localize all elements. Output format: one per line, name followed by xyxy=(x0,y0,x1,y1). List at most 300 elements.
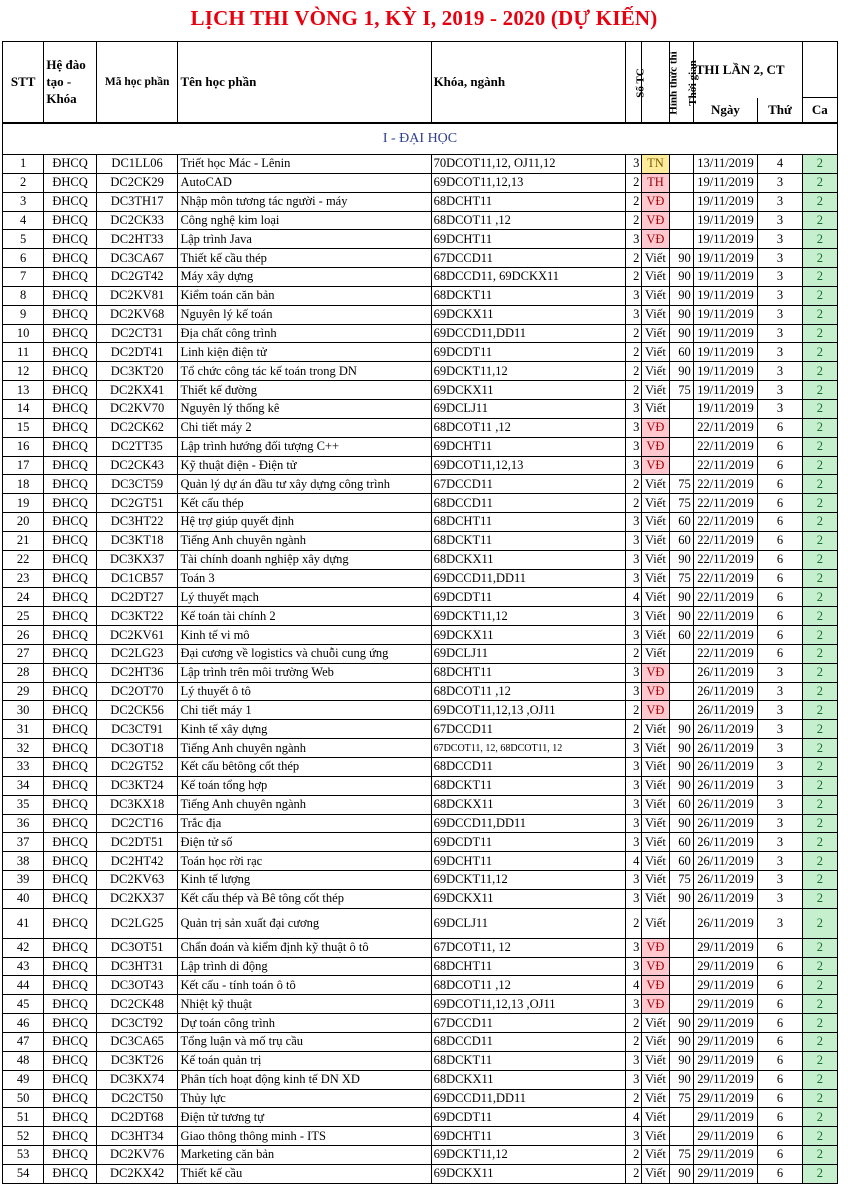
cell-stt: 20 xyxy=(3,513,44,532)
cell-ngay: 19/11/2019 xyxy=(693,324,758,343)
header-stt: STT xyxy=(3,42,44,123)
cell-khoa: 69DCKT11,12 xyxy=(431,871,626,890)
cell-hinhthuc: Viết xyxy=(642,343,669,362)
cell-ten: AutoCAD xyxy=(178,173,431,192)
cell-stt: 28 xyxy=(3,663,44,682)
cell-thu: 6 xyxy=(758,588,802,607)
cell-tc: 3 xyxy=(626,682,642,701)
cell-ten: Chi tiết máy 1 xyxy=(178,701,431,720)
cell-ca: 2 xyxy=(802,1146,837,1165)
cell-ma: DC2KV61 xyxy=(96,626,178,645)
cell-tg: 90 xyxy=(669,268,693,287)
cell-ngay: 22/11/2019 xyxy=(693,550,758,569)
cell-ca: 2 xyxy=(802,513,837,532)
cell-ca: 2 xyxy=(802,230,837,249)
cell-he: ĐHCQ xyxy=(44,852,96,871)
cell-ngay: 19/11/2019 xyxy=(693,305,758,324)
cell-thu: 6 xyxy=(758,531,802,550)
cell-ngay: 22/11/2019 xyxy=(693,607,758,626)
cell-ten: Nhiệt kỹ thuật xyxy=(178,995,431,1014)
cell-khoa: 69DCLJ11 xyxy=(431,399,626,418)
cell-ma: DC2CK62 xyxy=(96,418,178,437)
cell-ten: Nguyên lý thống kê xyxy=(178,399,431,418)
cell-ma: DC3KT24 xyxy=(96,776,178,795)
cell-ngay: 29/11/2019 xyxy=(693,1127,758,1146)
table-row xyxy=(3,833,838,852)
cell-ten: Lập trình Java xyxy=(178,230,431,249)
cell-ma: DC3CT92 xyxy=(96,1014,178,1033)
table-row xyxy=(3,418,838,437)
cell-tc: 3 xyxy=(626,626,642,645)
cell-ca: 2 xyxy=(802,1164,837,1183)
cell-hinhthuc: Viết xyxy=(642,1051,669,1070)
cell-tc: 3 xyxy=(626,418,642,437)
cell-he: ĐHCQ xyxy=(44,1089,96,1108)
header-ten-hoc-phan: Tên học phần xyxy=(178,42,431,123)
cell-ten: Lập trình hướng đối tượng C++ xyxy=(178,437,431,456)
cell-hinhthuc: Viết xyxy=(642,531,669,550)
cell-khoa: 69DCKX11 xyxy=(431,889,626,908)
cell-thu: 3 xyxy=(758,814,802,833)
cell-ten: Toán 3 xyxy=(178,569,431,588)
table-row xyxy=(3,814,838,833)
cell-ca: 2 xyxy=(802,362,837,381)
cell-tg xyxy=(669,192,693,211)
cell-hinhthuc: Viết xyxy=(642,1164,669,1183)
cell-tg: 90 xyxy=(669,607,693,626)
cell-khoa: 68DCKT11 xyxy=(431,1051,626,1070)
cell-he: ĐHCQ xyxy=(44,456,96,475)
cell-ma: DC2CK48 xyxy=(96,995,178,1014)
cell-stt: 50 xyxy=(3,1089,44,1108)
cell-tc: 2 xyxy=(626,362,642,381)
cell-ma: DC2KV63 xyxy=(96,871,178,890)
cell-tg xyxy=(669,957,693,976)
cell-stt: 35 xyxy=(3,795,44,814)
cell-thu: 3 xyxy=(758,908,802,938)
cell-thu: 3 xyxy=(758,852,802,871)
cell-he: ĐHCQ xyxy=(44,155,96,174)
cell-ma: DC2CT31 xyxy=(96,324,178,343)
cell-stt: 49 xyxy=(3,1070,44,1089)
cell-stt: 45 xyxy=(3,995,44,1014)
cell-tc: 3 xyxy=(626,399,642,418)
cell-ma: DC2GT51 xyxy=(96,494,178,513)
cell-ma: DC2DT27 xyxy=(96,588,178,607)
cell-ma: DC2KV81 xyxy=(96,286,178,305)
cell-tg: 90 xyxy=(669,1014,693,1033)
header-he-dao-tao: Hệ đào tạo - Khóa xyxy=(44,42,96,123)
cell-stt: 34 xyxy=(3,776,44,795)
cell-stt: 25 xyxy=(3,607,44,626)
cell-he: ĐHCQ xyxy=(44,739,96,758)
cell-khoa: 69DCKX11 xyxy=(431,626,626,645)
table-row xyxy=(3,324,838,343)
cell-ten: Kinh tế vi mô xyxy=(178,626,431,645)
cell-tc: 3 xyxy=(626,833,642,852)
cell-ngay: 22/11/2019 xyxy=(693,475,758,494)
cell-hinhthuc: Viết xyxy=(642,588,669,607)
cell-ngay: 19/11/2019 xyxy=(693,268,758,287)
cell-he: ĐHCQ xyxy=(44,475,96,494)
cell-ngay: 29/11/2019 xyxy=(693,976,758,995)
table-row xyxy=(3,626,838,645)
cell-khoa: 69DCKT11,12 xyxy=(431,1146,626,1165)
cell-hinhthuc: Viết xyxy=(642,795,669,814)
cell-thu: 3 xyxy=(758,343,802,362)
cell-ngay: 22/11/2019 xyxy=(693,456,758,475)
table-row xyxy=(3,1032,838,1051)
cell-thu: 6 xyxy=(758,513,802,532)
cell-hinhthuc: Viết xyxy=(642,494,669,513)
cell-khoa: 69DCDT11 xyxy=(431,1108,626,1127)
cell-hinhthuc: VĐ xyxy=(642,211,669,230)
cell-khoa: 68DCOT11 ,12 xyxy=(431,682,626,701)
cell-ca: 2 xyxy=(802,607,837,626)
cell-stt: 40 xyxy=(3,889,44,908)
cell-tg: 90 xyxy=(669,249,693,268)
cell-tc: 3 xyxy=(626,569,642,588)
cell-ca: 2 xyxy=(802,739,837,758)
cell-tg: 90 xyxy=(669,776,693,795)
cell-hinhthuc: Viết xyxy=(642,833,669,852)
cell-ca: 2 xyxy=(802,381,837,400)
cell-he: ĐHCQ xyxy=(44,1051,96,1070)
cell-tc: 3 xyxy=(626,814,642,833)
cell-ten: Lập trình trên môi trường Web xyxy=(178,663,431,682)
cell-ma: DC1CB57 xyxy=(96,569,178,588)
cell-ten: Kết cấu bêtông cốt thép xyxy=(178,758,431,777)
cell-ngay: 22/11/2019 xyxy=(693,531,758,550)
cell-thu: 3 xyxy=(758,230,802,249)
cell-ten: Kết cấu thép xyxy=(178,494,431,513)
cell-tc: 3 xyxy=(626,871,642,890)
cell-he: ĐHCQ xyxy=(44,1146,96,1165)
cell-tg xyxy=(669,644,693,663)
cell-khoa: 69DCHT11 xyxy=(431,852,626,871)
cell-thu: 3 xyxy=(758,249,802,268)
table-row xyxy=(3,249,838,268)
cell-hinhthuc: VĐ xyxy=(642,682,669,701)
cell-stt: 7 xyxy=(3,268,44,287)
cell-tg xyxy=(669,418,693,437)
cell-hinhthuc: Viết xyxy=(642,871,669,890)
cell-ma: DC2OT70 xyxy=(96,682,178,701)
cell-khoa: 69DCKX11 xyxy=(431,381,626,400)
cell-he: ĐHCQ xyxy=(44,908,96,938)
cell-ca: 2 xyxy=(802,720,837,739)
cell-ma: DC2LG25 xyxy=(96,908,178,938)
cell-ten: Kiểm toán căn bản xyxy=(178,286,431,305)
cell-hinhthuc: Viết xyxy=(642,362,669,381)
cell-stt: 39 xyxy=(3,871,44,890)
cell-ngay: 26/11/2019 xyxy=(693,833,758,852)
cell-hinhthuc: Viết xyxy=(642,758,669,777)
exam-schedule-table xyxy=(2,41,838,1184)
cell-stt: 1 xyxy=(3,155,44,174)
cell-he: ĐHCQ xyxy=(44,644,96,663)
table-row xyxy=(3,663,838,682)
cell-ma: DC3HT22 xyxy=(96,513,178,532)
cell-hinhthuc: TN xyxy=(642,155,669,174)
cell-stt: 23 xyxy=(3,569,44,588)
cell-ngay: 26/11/2019 xyxy=(693,682,758,701)
cell-tg: 90 xyxy=(669,550,693,569)
cell-ca: 2 xyxy=(802,305,837,324)
cell-ten: Kế toán tổng hợp xyxy=(178,776,431,795)
table-row xyxy=(3,362,838,381)
cell-ngay: 26/11/2019 xyxy=(693,852,758,871)
cell-ca: 2 xyxy=(802,995,837,1014)
cell-ca: 2 xyxy=(802,456,837,475)
cell-tc: 2 xyxy=(626,381,642,400)
cell-ma: DC2KX42 xyxy=(96,1164,178,1183)
cell-tg xyxy=(669,211,693,230)
cell-he: ĐHCQ xyxy=(44,1032,96,1051)
header-ngay: Ngày xyxy=(693,98,758,123)
table-row xyxy=(3,976,838,995)
table-row xyxy=(3,305,838,324)
cell-ma: DC3CT59 xyxy=(96,475,178,494)
cell-hinhthuc: Viết xyxy=(642,1108,669,1127)
cell-ten: Thiết kế đường xyxy=(178,381,431,400)
cell-tc: 3 xyxy=(626,550,642,569)
cell-khoa: 68DCCD11 xyxy=(431,1032,626,1051)
cell-thu: 6 xyxy=(758,1108,802,1127)
cell-tc: 2 xyxy=(626,324,642,343)
table-row xyxy=(3,268,838,287)
table-row xyxy=(3,795,838,814)
cell-tc: 2 xyxy=(626,249,642,268)
cell-ten: Tổ chức công tác kế toán trong DN xyxy=(178,362,431,381)
cell-hinhthuc: VĐ xyxy=(642,230,669,249)
cell-hinhthuc: VĐ xyxy=(642,192,669,211)
cell-ten: Nhập môn tương tác người - máy xyxy=(178,192,431,211)
cell-ngay: 26/11/2019 xyxy=(693,908,758,938)
cell-ca: 2 xyxy=(802,1014,837,1033)
cell-he: ĐHCQ xyxy=(44,286,96,305)
cell-thu: 6 xyxy=(758,569,802,588)
cell-tc: 3 xyxy=(626,663,642,682)
cell-stt: 44 xyxy=(3,976,44,995)
cell-thu: 6 xyxy=(758,1051,802,1070)
cell-hinhthuc: Viết xyxy=(642,852,669,871)
cell-ca: 2 xyxy=(802,268,837,287)
cell-ca: 2 xyxy=(802,908,837,938)
table-row xyxy=(3,739,838,758)
cell-ca: 2 xyxy=(802,701,837,720)
cell-thu: 6 xyxy=(758,1127,802,1146)
cell-he: ĐHCQ xyxy=(44,758,96,777)
table-row xyxy=(3,644,838,663)
cell-ma: DC2DT51 xyxy=(96,833,178,852)
table-row xyxy=(3,1070,838,1089)
cell-ten: Tổng luận và mố trụ cầu xyxy=(178,1032,431,1051)
cell-ca: 2 xyxy=(802,1089,837,1108)
cell-he: ĐHCQ xyxy=(44,1014,96,1033)
cell-stt: 31 xyxy=(3,720,44,739)
cell-tg: 90 xyxy=(669,324,693,343)
cell-he: ĐHCQ xyxy=(44,833,96,852)
cell-ngay: 19/11/2019 xyxy=(693,381,758,400)
cell-he: ĐHCQ xyxy=(44,494,96,513)
cell-hinhthuc: Viết xyxy=(642,1070,669,1089)
cell-ngay: 19/11/2019 xyxy=(693,249,758,268)
cell-hinhthuc: Viết xyxy=(642,776,669,795)
cell-stt: 54 xyxy=(3,1164,44,1183)
cell-ten: Phân tích hoạt động kinh tế DN XD xyxy=(178,1070,431,1089)
cell-thu: 3 xyxy=(758,758,802,777)
cell-tc: 2 xyxy=(626,268,642,287)
table-row xyxy=(3,192,838,211)
cell-hinhthuc: VĐ xyxy=(642,938,669,957)
cell-ca: 2 xyxy=(802,889,837,908)
cell-ma: DC3KX18 xyxy=(96,795,178,814)
cell-ma: DC3KX37 xyxy=(96,550,178,569)
cell-tg: 75 xyxy=(669,569,693,588)
cell-ca: 2 xyxy=(802,795,837,814)
cell-stt: 41 xyxy=(3,908,44,938)
cell-tg: 90 xyxy=(669,362,693,381)
cell-ma: DC2KV68 xyxy=(96,305,178,324)
cell-khoa: 68DCHT11 xyxy=(431,192,626,211)
cell-ca: 2 xyxy=(802,1032,837,1051)
cell-ngay: 26/11/2019 xyxy=(693,739,758,758)
cell-khoa: 69DCHT11 xyxy=(431,1127,626,1146)
cell-tg xyxy=(669,1108,693,1127)
cell-tg: 75 xyxy=(669,494,693,513)
cell-ngay: 19/11/2019 xyxy=(693,211,758,230)
cell-he: ĐHCQ xyxy=(44,268,96,287)
cell-hinhthuc: Viết xyxy=(642,644,669,663)
cell-khoa: 69DCOT11,12,13 ,OJ11 xyxy=(431,701,626,720)
cell-stt: 11 xyxy=(3,343,44,362)
cell-tc: 2 xyxy=(626,1032,642,1051)
cell-tg xyxy=(669,155,693,174)
cell-thu: 3 xyxy=(758,305,802,324)
cell-ca: 2 xyxy=(802,399,837,418)
cell-tg: 75 xyxy=(669,871,693,890)
table-row xyxy=(3,1051,838,1070)
cell-tc: 4 xyxy=(626,1108,642,1127)
cell-ma: DC3KT22 xyxy=(96,607,178,626)
cell-hinhthuc: Viết xyxy=(642,550,669,569)
cell-stt: 33 xyxy=(3,758,44,777)
cell-ten: Máy xây dựng xyxy=(178,268,431,287)
cell-thu: 3 xyxy=(758,833,802,852)
page-title: LỊCH THI VÒNG 1, KỲ I, 2019 - 2020 (DỰ KIẾN) xyxy=(190,6,658,30)
cell-ma: DC2KX37 xyxy=(96,889,178,908)
cell-tc: 3 xyxy=(626,995,642,1014)
cell-ngay: 29/11/2019 xyxy=(693,1164,758,1183)
cell-tc: 4 xyxy=(626,588,642,607)
cell-ca: 2 xyxy=(802,192,837,211)
cell-hinhthuc: Viết xyxy=(642,607,669,626)
cell-ma: DC2TT35 xyxy=(96,437,178,456)
cell-stt: 17 xyxy=(3,456,44,475)
cell-thu: 3 xyxy=(758,399,802,418)
cell-he: ĐHCQ xyxy=(44,230,96,249)
cell-stt: 46 xyxy=(3,1014,44,1033)
table-row xyxy=(3,758,838,777)
cell-stt: 51 xyxy=(3,1108,44,1127)
cell-khoa: 69DCHT11 xyxy=(431,230,626,249)
cell-tc: 2 xyxy=(626,1164,642,1183)
cell-tc: 3 xyxy=(626,1127,642,1146)
cell-thu: 3 xyxy=(758,871,802,890)
cell-tc: 3 xyxy=(626,1070,642,1089)
table-row xyxy=(3,908,838,938)
cell-ma: DC3KT20 xyxy=(96,362,178,381)
cell-stt: 18 xyxy=(3,475,44,494)
cell-thu: 3 xyxy=(758,776,802,795)
cell-tg: 60 xyxy=(669,513,693,532)
cell-tg: 90 xyxy=(669,1070,693,1089)
cell-tg xyxy=(669,976,693,995)
cell-ma: DC3OT51 xyxy=(96,938,178,957)
table-row xyxy=(3,1127,838,1146)
cell-stt: 21 xyxy=(3,531,44,550)
cell-stt: 3 xyxy=(3,192,44,211)
cell-tg xyxy=(669,995,693,1014)
cell-ten: Kế toán quản trị xyxy=(178,1051,431,1070)
cell-tc: 2 xyxy=(626,1014,642,1033)
cell-tg xyxy=(669,173,693,192)
cell-ngay: 19/11/2019 xyxy=(693,343,758,362)
cell-ten: Kết cấu - tính toán ô tô xyxy=(178,976,431,995)
cell-stt: 36 xyxy=(3,814,44,833)
cell-tg: 60 xyxy=(669,531,693,550)
cell-tg: 90 xyxy=(669,814,693,833)
table-row xyxy=(3,399,838,418)
cell-hinhthuc: Viết xyxy=(642,268,669,287)
table-row xyxy=(3,957,838,976)
table-row xyxy=(3,550,838,569)
cell-thu: 3 xyxy=(758,173,802,192)
cell-stt: 38 xyxy=(3,852,44,871)
cell-khoa: 67DCOT11, 12 xyxy=(431,938,626,957)
cell-tg xyxy=(669,663,693,682)
cell-tc: 2 xyxy=(626,173,642,192)
cell-ca: 2 xyxy=(802,494,837,513)
cell-tc: 4 xyxy=(626,852,642,871)
cell-ten: Kế toán tài chính 2 xyxy=(178,607,431,626)
cell-ten: Linh kiện điện tử xyxy=(178,343,431,362)
cell-ten: Giao thông thông minh - ITS xyxy=(178,1127,431,1146)
cell-tg: 75 xyxy=(669,1146,693,1165)
cell-thu: 3 xyxy=(758,701,802,720)
table-row xyxy=(3,995,838,1014)
cell-tg xyxy=(669,938,693,957)
cell-ten: Hệ trợ giúp quyết định xyxy=(178,513,431,532)
cell-ten: Trắc địa xyxy=(178,814,431,833)
cell-tg: 90 xyxy=(669,1164,693,1183)
cell-ma: DC2CK33 xyxy=(96,211,178,230)
cell-thu: 6 xyxy=(758,1089,802,1108)
cell-he: ĐHCQ xyxy=(44,1070,96,1089)
table-row xyxy=(3,381,838,400)
cell-ma: DC2KV76 xyxy=(96,1146,178,1165)
cell-khoa: 67DCOT11, 12, 68DCOT11, 12 xyxy=(431,739,626,758)
cell-khoa: 69DCKX11 xyxy=(431,1164,626,1183)
cell-tg xyxy=(669,399,693,418)
cell-tc: 3 xyxy=(626,758,642,777)
table-row xyxy=(3,286,838,305)
cell-stt: 22 xyxy=(3,550,44,569)
cell-tc: 2 xyxy=(626,1089,642,1108)
cell-khoa: 68DCKT11 xyxy=(431,531,626,550)
cell-tc: 3 xyxy=(626,889,642,908)
